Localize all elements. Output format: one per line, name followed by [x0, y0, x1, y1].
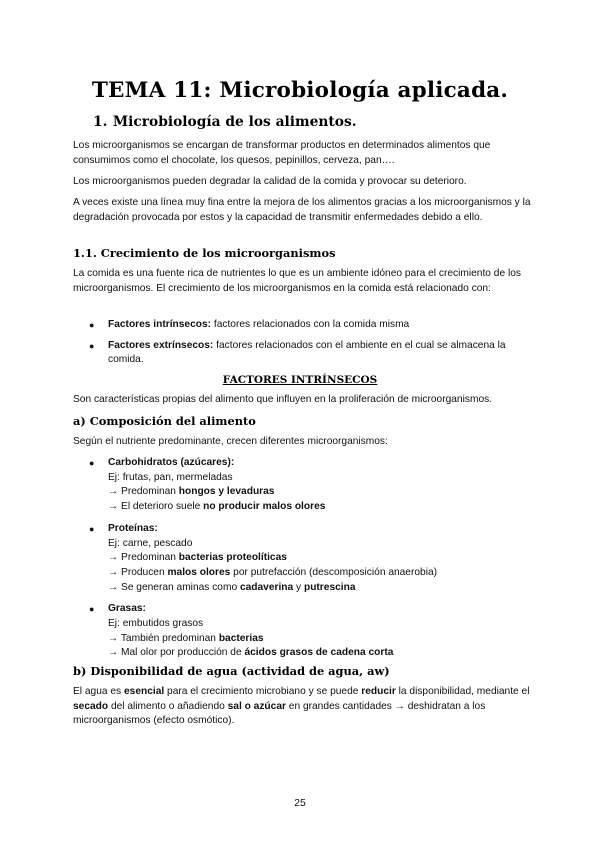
- intro-paragraph-2: Los microorganismos pueden degradar la calidad de la comida y provocar su deterioro.: [73, 176, 467, 187]
- factores-heading: FACTORES INTRÍNSECOS: [222, 374, 378, 386]
- nutrient-list: [73, 456, 533, 661]
- factor-desc: factores relacionados con la comida misma: [211, 319, 410, 330]
- nutrient-line: → Mal olor por producción de ácidos grasos de cadena corta: [108, 647, 394, 659]
- nutrient-label: Proteínas:: [108, 522, 158, 534]
- factor-desc: factores relacionados con el ambiente en el cual se almacena la comida.: [108, 339, 506, 366]
- nutrient-item-grasas: [73, 602, 533, 661]
- page-number: 25: [294, 797, 306, 809]
- nutrient-line: → Predominan bacterias proteolíticas: [108, 552, 287, 564]
- nutrient-line: → El deterioro suele no producir malos olores: [108, 501, 326, 513]
- section-label: Microbiología de los alimentos.: [112, 114, 357, 130]
- page-title: TEMA 11: Microbiología aplicada.: [91, 78, 509, 103]
- nutrient-line: → También predominan bacterias: [108, 632, 264, 644]
- nutrient-label: Carbohidratos (azúcares):: [108, 457, 235, 468]
- nutrient-item-proteinas: [73, 522, 533, 596]
- composicion-paragraph: Según el nutriente predominante, crecen diferentes microorganismos:: [73, 436, 388, 447]
- nutrient-line: → Se generan aminas como cadaverina y putrescina: [108, 581, 356, 593]
- composicion-heading: a) Composición del alimento: [73, 414, 256, 428]
- section-heading: [93, 114, 357, 130]
- factor-item-extrinsic: [73, 339, 533, 368]
- nutrient-example: Ej: frutas, pan, mermeladas: [108, 471, 233, 483]
- nutrient-example: Ej: carne, pescado: [108, 537, 193, 549]
- bullet-icon: ●: [89, 340, 95, 351]
- bullet-icon: ●: [89, 320, 95, 330]
- subsection-heading: 1.1. Crecimiento de los microorganismos: [73, 246, 336, 260]
- nutrient-label: Grasas:: [108, 603, 146, 615]
- agua-heading: b) Disponibilidad de agua (actividad de agua, aw): [73, 664, 390, 678]
- factor-term: Factores intrínsecos:: [108, 319, 212, 330]
- factor-term: Factores extrínsecos:: [108, 339, 214, 351]
- intro-paragraph-1: Los microorganismos se encargan de transformar productos en determinados alimentos que consumimos como el chocolate, los quesos, pepinillos, cerveza, pan….: [73, 140, 491, 166]
- agua-paragraph: El agua es esencial para el crecimiento microbiano y se puede reducir la disponibilidad, mediante el secado del alimento o añadiendo sal o azúcar en grandes cantidades → deshidratan a los microorganismos (efecto osmótico).: [73, 686, 530, 727]
- nutrient-line: → Predominan hongos y levaduras: [108, 486, 275, 498]
- nutrient-example: Ej: embutidos grasos: [108, 618, 204, 630]
- bullet-icon: ●: [89, 523, 95, 534]
- factores-paragraph: Son características propias del alimento que influyen en la proliferación de microorganismos.: [73, 394, 493, 405]
- bullet-icon: ●: [89, 604, 95, 615]
- subsection-paragraph: La comida es una fuente rica de nutrientes lo que es un ambiente idóneo para el crecimiento de los microorganismos. El crecimiento de los microorganismos en la comida está relacionado con:: [73, 268, 521, 294]
- factor-item-intrinsic: [73, 318, 533, 333]
- nutrient-line: → Producen malos olores por putrefacción (descomposición anaerobia): [108, 566, 438, 578]
- bullet-icon: ●: [89, 458, 95, 468]
- factor-list: [73, 318, 533, 368]
- intro-paragraph-3: A veces existe una línea muy fina entre la mejora de los alimentos gracias a los microorganismos y la degradación provocada por estos y la capacidad de transmitir enfermedades debido a ello.: [73, 197, 531, 223]
- nutrient-item-carbohidratos: [73, 456, 533, 515]
- section-number: 1.: [93, 114, 108, 130]
